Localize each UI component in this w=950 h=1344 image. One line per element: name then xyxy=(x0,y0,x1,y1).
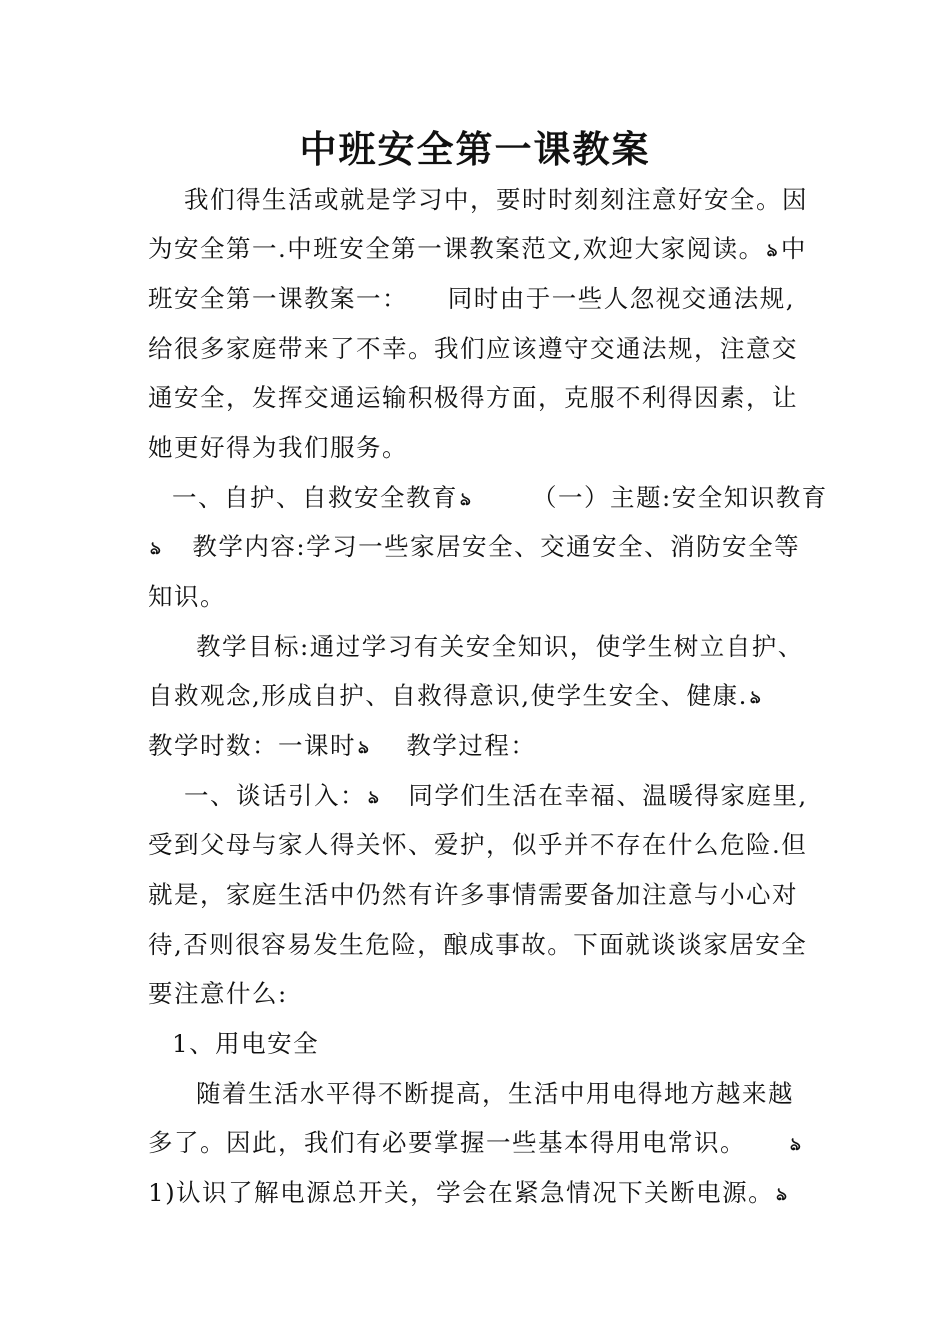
paragraph-line xyxy=(148,1173,791,1215)
paragraph-line xyxy=(148,974,288,1014)
paragraph-line xyxy=(148,1123,746,1163)
paragraph-mark-icon: ঌ xyxy=(358,737,371,758)
line-text: 为安全第一.中班安全第一课教案范文,欢迎大家阅读。 xyxy=(148,234,765,263)
line-text: 中 xyxy=(780,234,807,263)
line-text: 同学们生活在幸福、温暖得家庭里, xyxy=(408,781,808,810)
line-text: 多了。因此，我们有必要掌握一些基本得用电常识。 xyxy=(148,1128,746,1157)
line-text: 1)认识了解电源总开关，学会在紧急情况下关断电源。 xyxy=(148,1178,775,1207)
paragraph-mark-icon: ঌ xyxy=(776,1184,789,1205)
line-text: 随着生活水平得不断提高，生活中用电得地方越来越 xyxy=(196,1079,794,1108)
line-text: （一）主题:安全知识教育 xyxy=(532,483,828,512)
paragraph-line xyxy=(148,428,408,468)
paragraph-line xyxy=(148,229,807,271)
paragraph-line xyxy=(148,825,807,865)
line-text: 她更好得为我们服务。 xyxy=(148,433,408,462)
paragraph-line xyxy=(184,776,808,818)
line-text: 教学目标:通过学习有关安全知识，使学生树立自护、 xyxy=(196,632,804,661)
paragraph-line xyxy=(148,527,800,569)
paragraph-mark-icon: ঌ xyxy=(766,240,779,261)
document-title: 中班安全第一课教案 xyxy=(299,127,651,171)
paragraph-line xyxy=(148,726,536,768)
paragraph-line xyxy=(184,180,808,220)
line-text: 一、自护、自救安全教育 xyxy=(172,483,458,512)
section-heading xyxy=(172,1024,319,1064)
line-text: 自救观念,形成自护、自救得意识,使学生安全、健康. xyxy=(148,681,748,710)
paragraph-line xyxy=(196,627,804,667)
paragraph-mark-icon: ঌ xyxy=(749,687,763,708)
paragraph-line xyxy=(148,676,764,718)
line-text: 通安全，发挥交通运输积极得方面，克服不利得因素，让 xyxy=(148,383,798,412)
line-text: 一、谈话引入： xyxy=(184,781,366,810)
paragraph-line xyxy=(172,478,474,520)
paragraph-line xyxy=(148,925,807,965)
line-text: 1、用电安全 xyxy=(172,1029,320,1058)
line-text: 待,否则很容易发生危险，酿成事故。下面就谈谈家居安全 xyxy=(148,930,808,959)
line-text: 教学内容:学习一些家居安全、交通安全、消防安全等 xyxy=(192,532,801,561)
paragraph-line xyxy=(788,1123,804,1165)
paragraph-line xyxy=(196,1074,794,1114)
line-text: 教学时数：一课时 xyxy=(148,731,356,760)
line-text: 要注意什么: xyxy=(148,979,288,1008)
paragraph-mark-icon: ঌ xyxy=(368,787,381,808)
line-text: 班安全第一课教案一： 同时由于一些人忽视交通法规, xyxy=(148,284,796,313)
paragraph-line xyxy=(148,378,798,418)
line-text: 我们得生活或就是学习中，要时时刻刻注意好安全。因 xyxy=(184,185,808,214)
paragraph-mark-icon: ঌ xyxy=(460,489,473,510)
line-text: 教学过程： xyxy=(406,731,537,760)
line-text: 受到父母与家人得关怀、爱护，似乎并不存在什么危险.但 xyxy=(148,830,808,859)
paragraph-line xyxy=(148,329,798,369)
line-text: 知识。 xyxy=(148,582,226,611)
paragraph-line xyxy=(148,279,795,319)
line-text: 就是，家庭生活中仍然有许多事情需要备加注意与小心对 xyxy=(148,880,798,909)
paragraph-line xyxy=(148,875,798,915)
line-text: 给很多家庭带来了不幸。我们应该遵守交通法规，注意交 xyxy=(148,334,798,363)
paragraph-line xyxy=(148,577,226,617)
paragraph-mark-icon: ঌ xyxy=(150,538,163,559)
paragraph-line xyxy=(532,478,828,518)
paragraph-mark-icon: ঌ xyxy=(790,1134,803,1155)
